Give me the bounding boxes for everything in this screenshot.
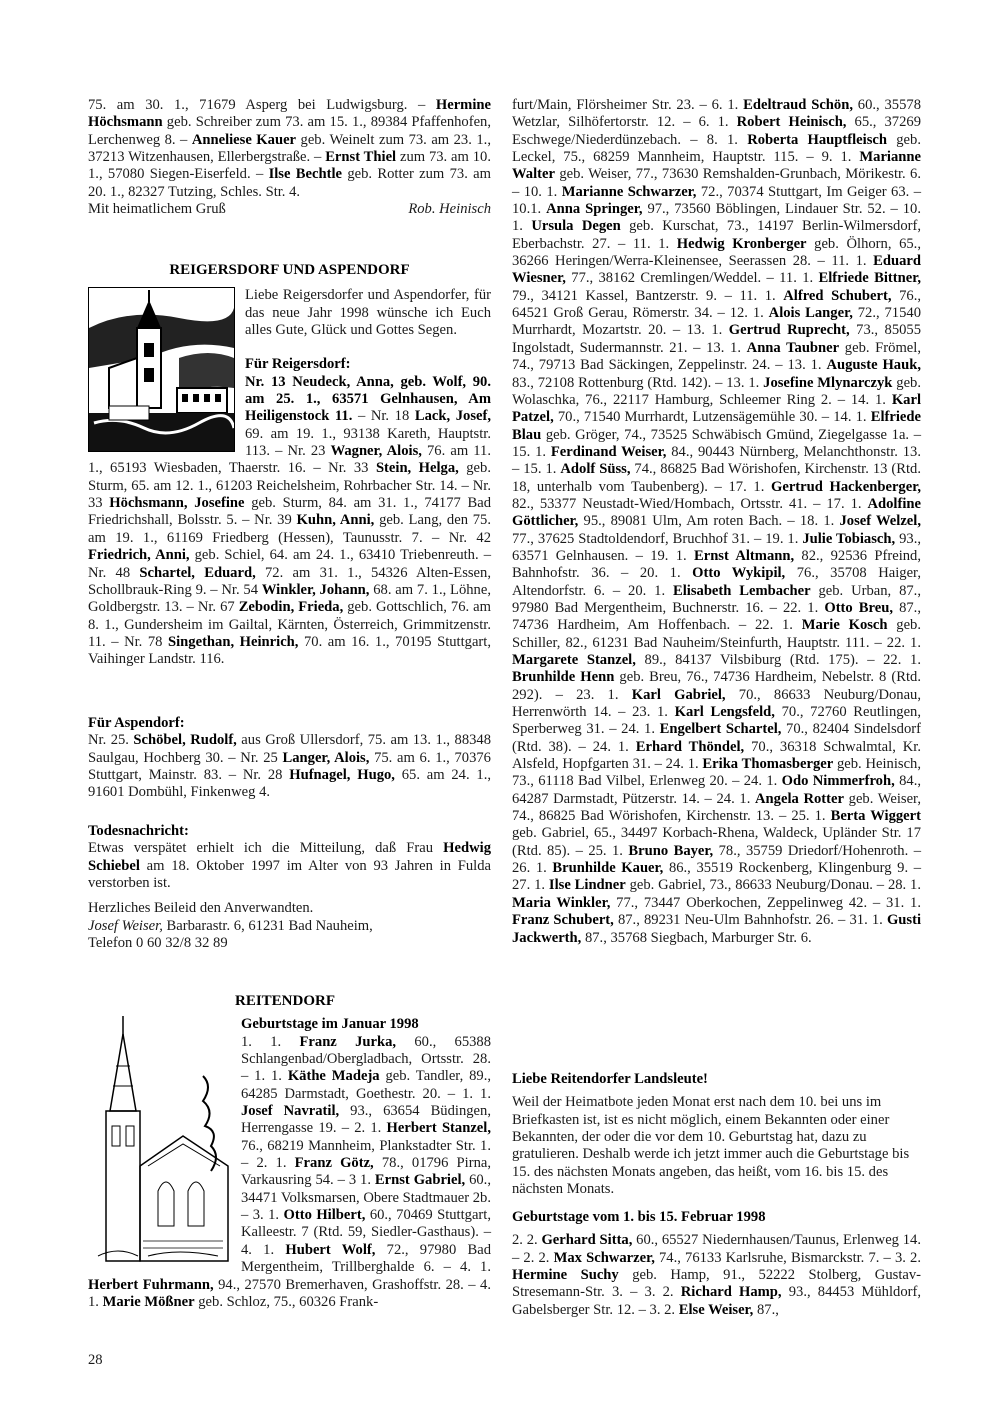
intro-paragraph: [88, 97, 491, 201]
text-run: 73., 85055 Ingolstadt, Sudermannstr. 21. – 13. 1.: [512, 322, 922, 356]
text-run: 60., 34471 Volksmarsen, Obere Stadtmauer 2b. – 3. 1.: [241, 1172, 491, 1224]
text-run: 82., 92536 Pfreind, Bahnhofstr. 36. – 20. 1.: [512, 547, 922, 582]
person-name: Käthe Madeja: [287, 1068, 380, 1085]
person-name: Elisabeth Lembacher: [673, 582, 811, 599]
person-name: Otto Wykipil,: [692, 565, 786, 582]
person-name: Hermine Suchy: [512, 1267, 619, 1284]
text-run: 77., 73447 Oberkochen, Zeppelinweg 42. – 31. 1.: [610, 894, 921, 911]
person-name: Anna Taubner: [746, 339, 840, 356]
person-name: Ernst Thiel: [325, 149, 397, 166]
reigersdorf-section: [88, 262, 491, 669]
text-run: 89., 84137 Vilsbiburg (Rtd. 175). – 22. 1.: [635, 652, 921, 668]
text-run: 86., 35519 Rockenberg, Klingenburg 9. – 27. 1.: [512, 860, 922, 894]
text-run: geb. Wolaschka, 76., 22117 Hamburg, Schleemer Ring 2. – 14. 1.: [512, 374, 921, 408]
text-run: 65. am 24. 1., 91601 Dombühl, Finkenweg 4.: [88, 767, 491, 801]
contact-phone: Telefon 0 60 32/8 32 89: [88, 935, 228, 952]
person-name: Franz Jurka,: [299, 1033, 397, 1050]
person-name: Brunhilde Kauer,: [552, 860, 664, 877]
person-name: Franz Götz,: [294, 1155, 374, 1172]
text-run: 70., 71540 Murrhardt, Lutzensägemühle 30. – 14. 1.: [553, 409, 871, 426]
person-name: Otto Hilbert,: [283, 1207, 366, 1224]
text-run: 72. am 31. 1., 54326 Alten-Essen, Schollbrauk-Ring 9. – Nr. 54: [88, 564, 491, 598]
person-name: Elfriede Blau: [512, 409, 921, 443]
subheading-february-birthdays: Geburtstage vom 1. bis 15. Februar 1998: [512, 1209, 766, 1225]
text-run: 60., 35578 Wetzlar, Silhöfertorstr. 12. – 6. 1.: [512, 97, 921, 131]
person-name: Marianne Walter: [512, 149, 921, 183]
person-name: Bruno Bayer,: [628, 842, 714, 859]
person-name: Ilse Lindner: [548, 877, 626, 894]
text-run: geb. Rotter zum 73. am 20. 1., 82327 Tutzing, Schles. Str. 4.: [88, 166, 492, 200]
person-name: Josef Navratil,: [241, 1103, 340, 1120]
subheading-aspendorf: Für Aspendorf:: [88, 715, 185, 731]
person-name: Marie Kosch: [801, 617, 888, 634]
person-name: Karl Lengsfeld,: [674, 704, 775, 721]
text-run: geb. Schloz, 75., 60326 Frank-: [194, 1293, 379, 1310]
text-run: 76. am 11. 1., 65193 Wiesbaden, Thaerstr. 16. – Nr. 33: [88, 443, 491, 477]
greeting: Mit heimatlichem Gruß: [88, 201, 226, 218]
text-run: 77., 38162 Cremlingen/Weddel. – 11. 1.: [565, 270, 819, 287]
text-run: 84., 90443 Nürnberg, Melanchthonstr. 13. – 15. 1.: [512, 443, 921, 478]
person-name: Herbert Fuhrmann,: [88, 1276, 214, 1293]
text-run: geb. Sturm, 65. am 12. 1., 61203 Reichelsheim, Rohrbacher Str. 14. – Nr. 33: [88, 460, 491, 512]
person-name: Richard Hamp,: [680, 1284, 782, 1301]
person-name: Adolfine Göttlicher,: [512, 495, 921, 530]
person-name: Singethan, Heinrich,: [168, 633, 299, 650]
person-name: Josef Welzel,: [839, 513, 921, 530]
text-run: 60., 65527 Niedernhausen/Taunus, Erlenweg 14. – 2. 2.: [512, 1232, 921, 1266]
text-run: geb. Weiser, 74., 86825 Bad Wörishofen, Kirchenstr. 13. – 25. 1.: [512, 790, 921, 825]
person-name: Schartel, Eduard,: [139, 564, 256, 581]
text-run: 93., 63654 Büdingen, Herrengasse 19. – 2. 1.: [241, 1103, 491, 1137]
letter-section: [512, 1071, 921, 1198]
person-name: Stein, Helga,: [375, 460, 459, 477]
person-name: Odo Nimmerfroh,: [781, 773, 895, 790]
text-run: geb. Tandler, 89., 64285 Darmstadt, Goethestr. 20. – 1. 1.: [241, 1068, 491, 1102]
person-name: Hufnagel, Hugo,: [289, 767, 395, 784]
person-name: Elfriede Bittner,: [818, 270, 921, 287]
person-name: Nr. 13 Neudeck, Anna, geb. Wolf, 90. am 25. 1., 63571 Gelnhausen, Am Heiligenstock 11.: [245, 373, 491, 425]
person-name: Karl Gabriel,: [631, 686, 726, 703]
person-name: Hermine Höchsmann: [88, 97, 491, 131]
text-run: geb. Breu, 76., 74736 Hardheim, Nebelstr. 8 (Rtd. 292). – 23. 1.: [512, 669, 921, 703]
text-run: geb. Schiel, 64. am 24. 1., 63410 Triebenreuth. – Nr. 48: [88, 547, 491, 581]
person-name: Schöbel, Rudolf,: [133, 732, 237, 749]
text-run: 70., 36318 Schwalmtal, Kr. Alsfeld, Hopfgarten 31. – 24. 1.: [512, 738, 921, 773]
february-birthday-list: [512, 1232, 921, 1319]
text-run: Nr. 25.: [88, 732, 134, 749]
text-run: geb. Hamp, 91., 52222 Stolberg, Gustav-Stresemann-Str. 3. – 3. 2.: [512, 1267, 922, 1301]
page-number: 28: [88, 1352, 103, 1368]
contact-address: Barbarastr. 6, 61231 Bad Nauheim,: [162, 917, 373, 934]
person-name: Hedwig Kronberger: [676, 235, 807, 252]
person-name: Edeltraud Schön,: [743, 97, 853, 113]
text-run: geb. Schiller, 82., 61231 Bad Nauheim/Steinfurth, Hauptstr. 111. – 22. 1.: [512, 617, 922, 651]
text-run: geb. Weinelt zum 73. am 23. 1., 37213 Witzenhausen, Ellerbergstraße. –: [88, 131, 491, 166]
text-run: geb. Gabriel, 65., 34497 Korbach-Rhena, Waldeck, Upländer Str. 17 (Rtd. 85). – 25. 1.: [512, 825, 921, 859]
text-run: geb. Gottschlich, 76. am 8. 1., Gundersheim im Gailtal, Kärnten, Österreich, Grimmitzenstr. 11. – Nr. 78: [88, 599, 491, 650]
person-name: Gerhard Sitta,: [541, 1232, 633, 1249]
person-name: Wagner, Alois,: [330, 443, 422, 460]
text-run: 76., 68219 Mannheim, Plankstadter Str. 1. – 2. 1.: [241, 1137, 491, 1172]
person-name: Alfred Schubert,: [783, 287, 892, 304]
subheading-reigersdorf: Für Reigersdorf:: [245, 356, 351, 373]
subheading-january-birthdays: Geburtstage im Januar 1998: [241, 1016, 419, 1033]
text-run: 70., 82404 Sindelsdorf (Rtd. 38). – 24. 1.: [512, 721, 921, 755]
person-name: Marianne Schwarzer,: [561, 183, 697, 200]
signature: Rob. Heinisch: [408, 201, 491, 218]
village-church-illustration: [88, 287, 235, 452]
text-run: 95., 89081 Ulm, Am roten Bach. – 18. 1.: [578, 513, 840, 530]
person-name: Zebodin, Frieda,: [238, 599, 344, 616]
text-run: geb. Gröger, 74., 73525 Schwäbisch Gmünd, Ziegelgasse 1a. – 15. 1.: [512, 426, 921, 460]
text-run: 74., 86825 Bad Wörishofen, Kirchenstr. 13 (Rtd. 18, unterhalb vom Taubenberg). – 17. 1.: [512, 461, 922, 495]
contact-line: [88, 918, 491, 935]
text-run: – Nr. 18: [352, 408, 415, 425]
person-name: Ernst Altmann,: [693, 547, 795, 564]
person-name: Angela Rotter: [755, 790, 844, 807]
person-name: Höchsmann, Josefine: [109, 495, 245, 512]
text-run: 93., 84453 Mühldorf, Gabelsberger Str. 12. – 3. 2.: [512, 1284, 921, 1318]
person-name: Lack, Josef,: [414, 408, 491, 425]
person-name: Anna Springer,: [546, 201, 643, 218]
person-name: Langer, Alois,: [282, 749, 370, 766]
person-name: Josefine Mlynarczyk: [763, 374, 893, 391]
text-run: 76., 64521 Groß Gerau, Römerstr. 34. – 12. 1.: [512, 287, 921, 322]
text-run: 60., 65388 Schlangenbad/Obergladbach, Ortsstr. 28. – 1. 1.: [241, 1033, 492, 1085]
person-name: Hedwig Schiebel: [88, 840, 491, 874]
text-run: 68. am 7. 1., Löhne, Goldbergstr. 13. – Nr. 67: [88, 581, 491, 616]
person-name: Else Weiser,: [678, 1301, 754, 1318]
person-name: Maria Winkler,: [512, 894, 611, 911]
text-run: geb. Weiser, 77., 73630 Remshalden-Grunbach, Mörikestr. 6. – 10. 1.: [512, 166, 921, 200]
text-run: 75. am 30. 1., 71679 Asperg bei Ludwigsburg. –: [88, 97, 436, 113]
person-name: Ursula Degen: [531, 218, 621, 235]
text-run: 70., 86633 Neuburg/Donau, Herrenwörth 14. – 23. 1.: [512, 686, 922, 721]
text-run: zum 73. am 10. 1., 57080 Siegen-Eiserfeld. –: [88, 149, 491, 183]
text-run: geb. Frömel, 74., 79713 Bad Säckingen, Zeppelinstr. 24. – 13. 1.: [512, 339, 921, 374]
text-run: 69. am 19. 1., 93138 Kareth, Hauptstr. 113. – Nr. 23: [245, 425, 491, 460]
text-run: geb. Kurschat, 73., 14197 Berlin-Wilmersdorf, Eberbachstr. 27. – 11. 1.: [512, 218, 921, 252]
text-run: geb. Gabriel, 73., 86633 Neuburg/Donau. – 28. 1.: [625, 877, 921, 894]
text-run: furt/Main, Flörsheimer Str. 23. – 6. 1.: [512, 97, 744, 113]
text-run: 87., 89231 Neu-Ulm Bahnhofstr. 26. – 31. 1.: [613, 912, 887, 929]
person-name: Marie Mößner: [102, 1293, 195, 1310]
person-name: Auguste Hauk,: [826, 357, 921, 374]
person-name: Max Schwarzer,: [553, 1249, 655, 1266]
text-run: am 18. Oktober 1997 im Alter von 93 Jahren in Fulda verstorben ist.: [88, 857, 491, 892]
text-run: geb. Ölhorn, 65., 36266 Heringen/Werra-Kleinensee, Seerassen 28. – 11. 1.: [512, 235, 921, 270]
text-run: 77., 37625 Stadtoldendorf, Bruchhof 31. – 19. 1.: [512, 530, 803, 547]
reitendorf-church-illustration: [88, 1016, 233, 1266]
person-name: Karl Patzel,: [512, 391, 921, 426]
signoff: [88, 201, 491, 218]
reigersdorf-greeting: Liebe Reigersdorfer und Aspendorfer, für das neue Jahr 1998 wünsche ich Euch alles Gute, Glück und Gottes Segen.: [245, 287, 491, 339]
person-name: Kuhn, Anni,: [296, 512, 375, 529]
person-name: Hubert Wolf,: [285, 1241, 376, 1258]
obituary-section: [88, 823, 491, 952]
text-run: 79., 34121 Kassel, Bantzerstr. 9. – 11. 1.: [512, 287, 784, 304]
section-heading-reitendorf: REITENDORF: [235, 993, 336, 1009]
text-run: 78., 01796 Pirna, Varkausring 54. – 3 1.: [241, 1155, 491, 1189]
reitendorf-january-continued: [512, 97, 921, 947]
person-name: Ilse Bechtle: [268, 166, 342, 183]
text-run: geb. Urban, 87., 97980 Bad Mergentheim, Buchnerstr. 16. – 22. 1.: [512, 582, 921, 616]
text-run: 78., 35759 Driedorf/Hohenroth. – 26. 1.: [512, 842, 921, 877]
text-run: 82., 53377 Neustadt-Wied/Hombach, Ortsstr. 41. – 17. 1.: [512, 495, 868, 512]
subheading-obituary: Todesnachricht:: [88, 823, 189, 839]
text-run: 70. am 16. 1., 70195 Stuttgart, Vaihinger Landstr. 116.: [88, 633, 491, 668]
february-section: [512, 1209, 921, 1319]
text-run: 87., 74736 Hardheim, Am Hoffenbach. – 22. 1.: [512, 599, 921, 634]
person-name: Ernst Gabriel,: [374, 1172, 466, 1189]
aspendorf-section: [88, 715, 491, 802]
text-run: 94., 27570 Bremerhaven, Grashoffstr. 28. – 4. 1.: [88, 1276, 491, 1310]
subheading-letter: Liebe Reitendorfer Landsleute!: [512, 1071, 708, 1087]
person-name: Ferdinand Weiser,: [550, 443, 667, 460]
person-name: Otto Breu,: [824, 599, 893, 616]
text-run: 72., 97980 Bad Mergentheim, Trillberghalde 6. – 4. 1.: [241, 1241, 492, 1276]
text-run: 1. 1.: [241, 1033, 300, 1050]
person-name: Eduard Wiesner,: [512, 253, 921, 287]
left-intro-section: [88, 97, 491, 218]
person-name: Alois Langer,: [768, 305, 853, 322]
text-run: 60., 70469 Stuttgart, Kalleestr. 7 (Rtd. 59, Siedler-Gasthaus). – 4. 1.: [241, 1207, 491, 1258]
person-name: Brunhilde Henn: [512, 669, 615, 686]
text-run: 2. 2.: [512, 1232, 542, 1249]
condolence-text: Herzliches Beileid den Anverwandten.: [88, 900, 314, 917]
person-name: Gusti Jackwerth,: [512, 912, 921, 946]
text-run: aus Groß Ullersdorf, 75. am 13. 1., 88348 Saulgau, Hochberg 30. – Nr. 25: [88, 732, 492, 766]
text-run: 72., 71540 Murrhardt, Mozartstr. 20. – 13. 1.: [512, 305, 921, 339]
reitendorf-section: [88, 993, 491, 1311]
person-name: Berta Wiggert: [830, 808, 921, 825]
person-name: Adolf Süss,: [560, 461, 631, 478]
text-run: 75. am 6. 1., 70376 Stuttgart, Mainstr. 83. – Nr. 28: [88, 749, 491, 784]
person-name: Margarete Stanzel,: [512, 652, 636, 668]
person-name: Robert Heinisch,: [736, 114, 847, 131]
person-name: Roberta Hauptfleisch: [747, 131, 887, 148]
person-name: Friedrich, Anni,: [88, 547, 190, 564]
text-run: 65., 37269 Eschwege/Niederdünzebach. – 8. 1.: [512, 114, 921, 148]
text-run: 84., 64287 Darmstadt, Pützerstr. 14. – 24. 1.: [512, 773, 921, 807]
letter-text: Weil der Heimatbote jeden Monat erst nach dem 10. bei uns im Briefkasten ist, ist es nicht möglich, einem Bekannten oder einer Bekannten, der oder die vor dem 10. Geburtstag hat, dazu zu gratulieren. Deshalb werde ich jetzt immer auch die Geburtstage bis 15. des nächsten Monats angeben, das heißt, vom 16. bis 15. des nächsten Monats.: [512, 1094, 910, 1198]
aspendorf-birthday-list: [88, 732, 491, 801]
obituary-text: [88, 840, 491, 892]
person-name: Gertrud Ruprecht,: [728, 322, 850, 339]
text-run: geb. Sturm, 84. am 31. 1., 74177 Bad Friedrichshall, Bolsstr. 5. – Nr. 39: [88, 495, 491, 529]
text-run: geb. Schreiber zum 73. am 15. 1., 89384 Pfaffenhofen, Lerchenweg 8. –: [88, 114, 491, 148]
text-run: Etwas verspätet erhielt ich die Mitteilung, daß Frau: [88, 840, 444, 857]
person-name: Erika Thomasberger: [702, 756, 834, 773]
contact-name: Josef Weiser,: [88, 917, 163, 934]
person-name: Winkler, Johann,: [261, 581, 370, 598]
text-run: 83., 72108 Rottenburg (Rtd. 142). – 13. 1.: [512, 374, 764, 391]
section-heading-reigersdorf: REIGERSDORF UND ASPENDORF: [169, 262, 410, 278]
text-run: 74., 76133 Karlsruhe, Bismarckstr. 7. – 3. 2.: [654, 1249, 921, 1266]
person-name: Gertrud Hackenberger,: [771, 478, 921, 495]
january-list-continued: [512, 97, 921, 947]
text-run: 87.,: [753, 1301, 779, 1318]
text-run: 93., 63571 Gelnhausen. – 19. 1.: [512, 530, 921, 564]
text-run: geb. Heinisch, 73., 61118 Bad Vilbel, Erlenweg 20. – 24. 1.: [512, 756, 922, 790]
text-run: 97., 73560 Böblingen, Lindauer Str. 52. – 10. 1.: [512, 201, 921, 235]
person-name: Julie Tobiasch,: [802, 530, 896, 547]
text-run: 70., 72760 Reutlingen, Sperberweg 31. – 24. 1.: [512, 704, 921, 738]
text-run: 76., 35708 Haiger, Altendorfstr. 6. – 20. 1.: [512, 565, 921, 599]
text-run: 72., 70374 Stuttgart, Im Geiger 63. – 10.1.: [512, 183, 921, 218]
person-name: Erhard Thöndel,: [635, 738, 745, 755]
text-run: geb. Lang, den 75. am 19. 1., 61169 Friedberg (Hessen), Taunusstr. 7. – Nr. 42: [88, 512, 492, 546]
person-name: Herbert Stanzel,: [386, 1120, 491, 1137]
person-name: Engelbert Schartel,: [659, 721, 782, 738]
text-run: geb. Leckel, 75., 68259 Mannheim, Hauptstr. 115. – 9. 1.: [512, 131, 921, 166]
text-run: 87., 35768 Siegbach, Marburger Str. 6.: [581, 929, 812, 946]
person-name: Anneliese Kauer: [191, 131, 297, 148]
person-name: Franz Schubert,: [512, 912, 614, 929]
